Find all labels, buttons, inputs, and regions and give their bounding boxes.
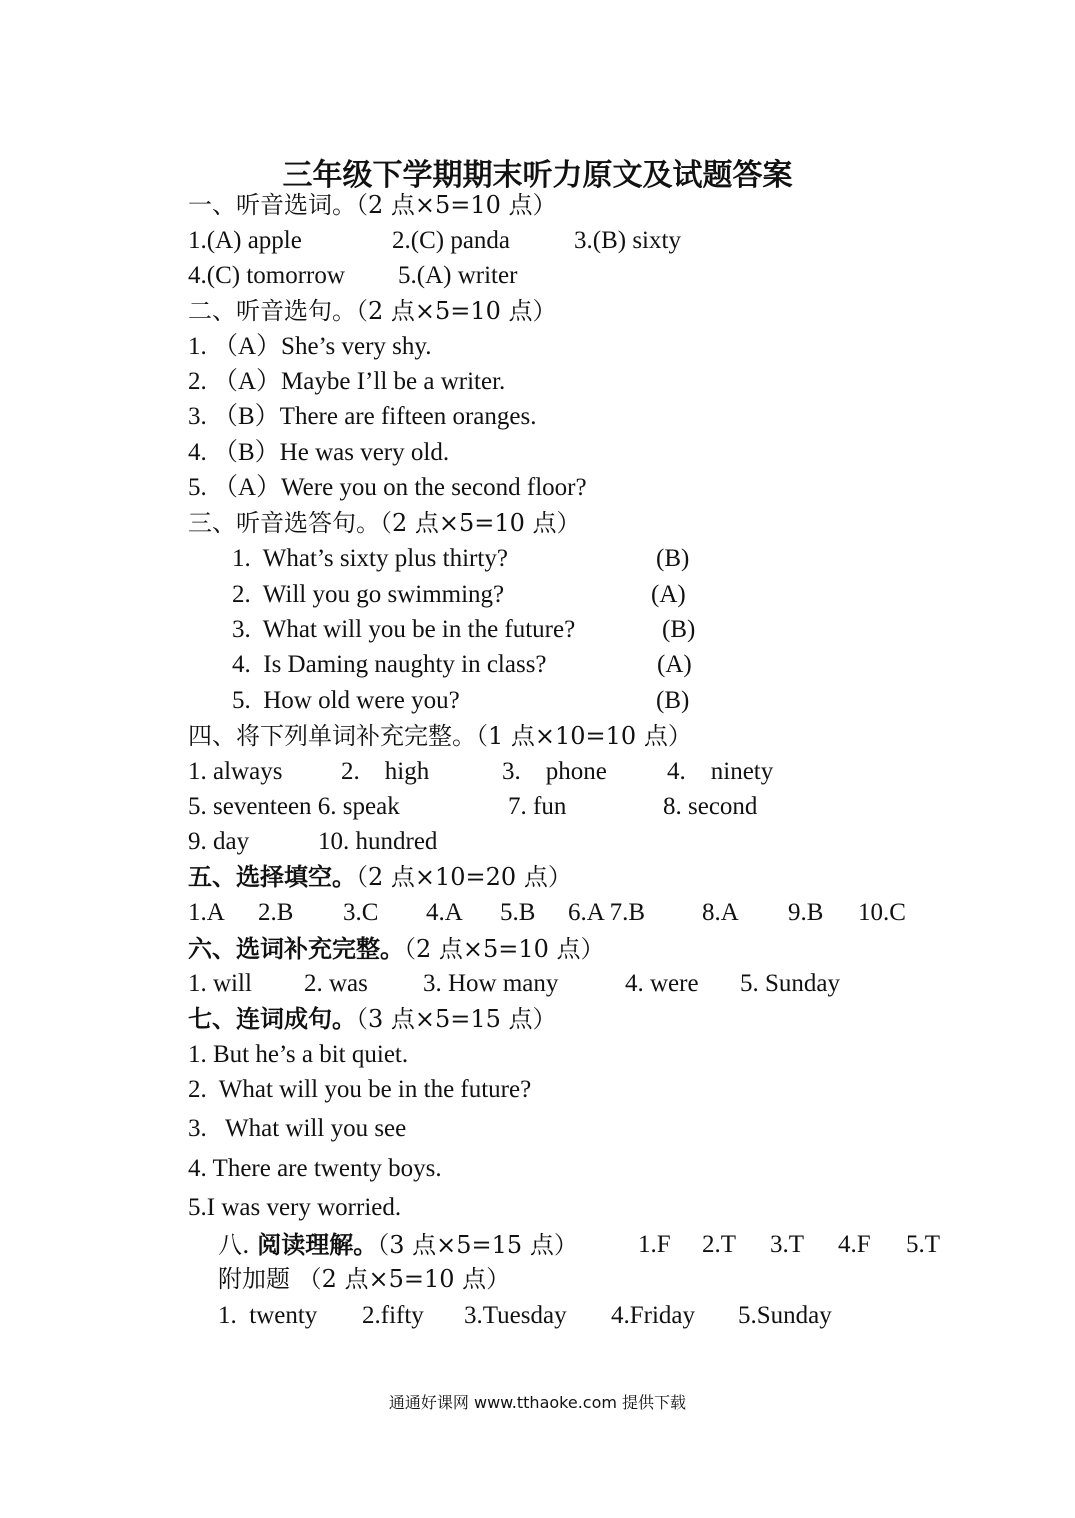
section-5-heading (188, 862, 572, 892)
section-8-heading-number: 八. (218, 1231, 258, 1259)
s7-sentence-4: 4. There are twenty boys. (188, 1155, 442, 1182)
s5-answer-3: 3.C (343, 899, 379, 926)
s4-word-5-6: 5. seventeen 6. speak (188, 793, 400, 820)
s5-answer-6-7: 6.A 7.B (568, 899, 646, 926)
section-4-heading: 四、将下列单词补充完整。（1 点×10=10 点） (188, 722, 692, 750)
s3-answer-3: (B) (662, 616, 696, 643)
section-6-heading (188, 934, 605, 964)
section-6-heading-points: （2 点×5=10 点） (404, 935, 605, 963)
s4-word-2: 2. high (341, 758, 430, 785)
section-8-heading (218, 1230, 578, 1260)
s4-word-9: 9. day (188, 828, 250, 855)
s3-answer-1: (B) (656, 545, 690, 572)
section-1-heading: 一、听音选词。（2 点×5=10 点） (188, 191, 557, 219)
s1-answer-5: 5.(A) writer (398, 262, 518, 289)
extra-answer-4: 4.Friday (611, 1302, 696, 1329)
s4-word-8: 8. second (663, 793, 758, 820)
s8-answer-3: 3.T (770, 1231, 805, 1258)
extra-answer-3: 3.Tuesday (464, 1302, 567, 1329)
s6-answer-4: 4. were (625, 970, 699, 997)
s1-answer-2: 2.(C) panda (392, 227, 511, 254)
s7-sentence-5: 5.I was very worried. (188, 1194, 402, 1221)
s4-word-3: 3. phone (502, 758, 607, 785)
section-3-heading: 三、听音选答句。（2 点×5=10 点） (188, 509, 581, 537)
s1-answer-1: 1.(A) apple (188, 227, 302, 254)
extra-answer-2: 2.fifty (362, 1302, 424, 1329)
s3-question-4: 4. Is Daming naughty in class? (232, 651, 547, 678)
footer-source: 通通好课网 www.tthaoke.com 提供下载 (388, 1393, 687, 1412)
s8-answer-4: 4.F (838, 1231, 871, 1258)
s3-question-3: 3. What will you be in the future? (232, 616, 576, 643)
s3-answer-5: (B) (656, 687, 690, 714)
section-7-heading (188, 1004, 557, 1034)
s8-answer-1: 1.F (638, 1231, 671, 1258)
s4-word-4: 4. ninety (667, 758, 774, 785)
s4-word-1: 1. always (188, 758, 283, 785)
s5-answer-4: 4.A (426, 899, 463, 926)
section-6-heading-bold: 六、选词补充完整。 (188, 934, 404, 963)
s5-answer-8: 8.A (702, 899, 739, 926)
s4-word-10: 10. hundred (318, 828, 438, 855)
section-7-heading-bold: 七、连词成句。 (188, 1004, 356, 1033)
section-8-heading-points: （3 点×5=15 点） (377, 1231, 578, 1259)
s8-answer-2: 2.T (702, 1231, 737, 1258)
s3-answer-4: (A) (657, 651, 692, 678)
s3-question-5: 5. How old were you? (232, 687, 460, 714)
s5-answer-2: 2.B (258, 899, 294, 926)
s1-answer-3: 3.(B) sixty (574, 227, 681, 254)
document-title: 三年级下学期期末听力原文及试题答案 (282, 158, 793, 193)
s5-answer-5: 5.B (500, 899, 536, 926)
s3-question-1: 1. What’s sixty plus thirty? (232, 545, 508, 572)
s2-item-4: 4. （B）He was very old. (188, 439, 450, 466)
s1-answer-4: 4.(C) tomorrow (188, 262, 345, 289)
extra-heading: 附加题 （2 点×5=10 点） (218, 1265, 511, 1293)
s6-answer-5: 5. Sunday (740, 970, 840, 997)
s7-sentence-2: 2. What will you be in the future? (188, 1076, 532, 1103)
extra-answer-1: 1. twenty (218, 1302, 318, 1329)
section-5-heading-points: （2 点×10=20 点） (356, 863, 572, 891)
extra-answer-5: 5.Sunday (738, 1302, 832, 1329)
s5-answer-1: 1.A (188, 899, 225, 926)
s7-sentence-3: 3. What will you see (188, 1115, 407, 1142)
s2-item-3: 3. （B）There are fifteen oranges. (188, 403, 537, 430)
s3-question-2: 2. Will you go swimming? (232, 581, 505, 608)
s3-answer-2: (A) (651, 581, 686, 608)
section-8-heading-bold: 阅读理解。 (257, 1230, 378, 1259)
s5-answer-9: 9.B (788, 899, 824, 926)
section-7-heading-points: （3 点×5=15 点） (356, 1005, 557, 1033)
s2-item-5: 5. （A）Were you on the second floor? (188, 474, 587, 501)
s6-answer-2: 2. was (304, 970, 368, 997)
s4-word-7: 7. fun (508, 793, 567, 820)
s7-sentence-1: 1. But he’s a bit quiet. (188, 1041, 409, 1068)
s5-answer-10: 10.C (858, 899, 906, 926)
s2-item-2: 2. （A）Maybe I’ll be a writer. (188, 368, 506, 395)
s2-item-1: 1. （A）She’s very shy. (188, 333, 432, 360)
s6-answer-3: 3. How many (423, 970, 559, 997)
s6-answer-1: 1. will (188, 970, 252, 997)
section-5-heading-bold: 五、选择填空。 (188, 862, 356, 891)
s8-answer-5: 5.T (906, 1231, 941, 1258)
section-2-heading: 二、听音选句。（2 点×5=10 点） (188, 297, 557, 325)
